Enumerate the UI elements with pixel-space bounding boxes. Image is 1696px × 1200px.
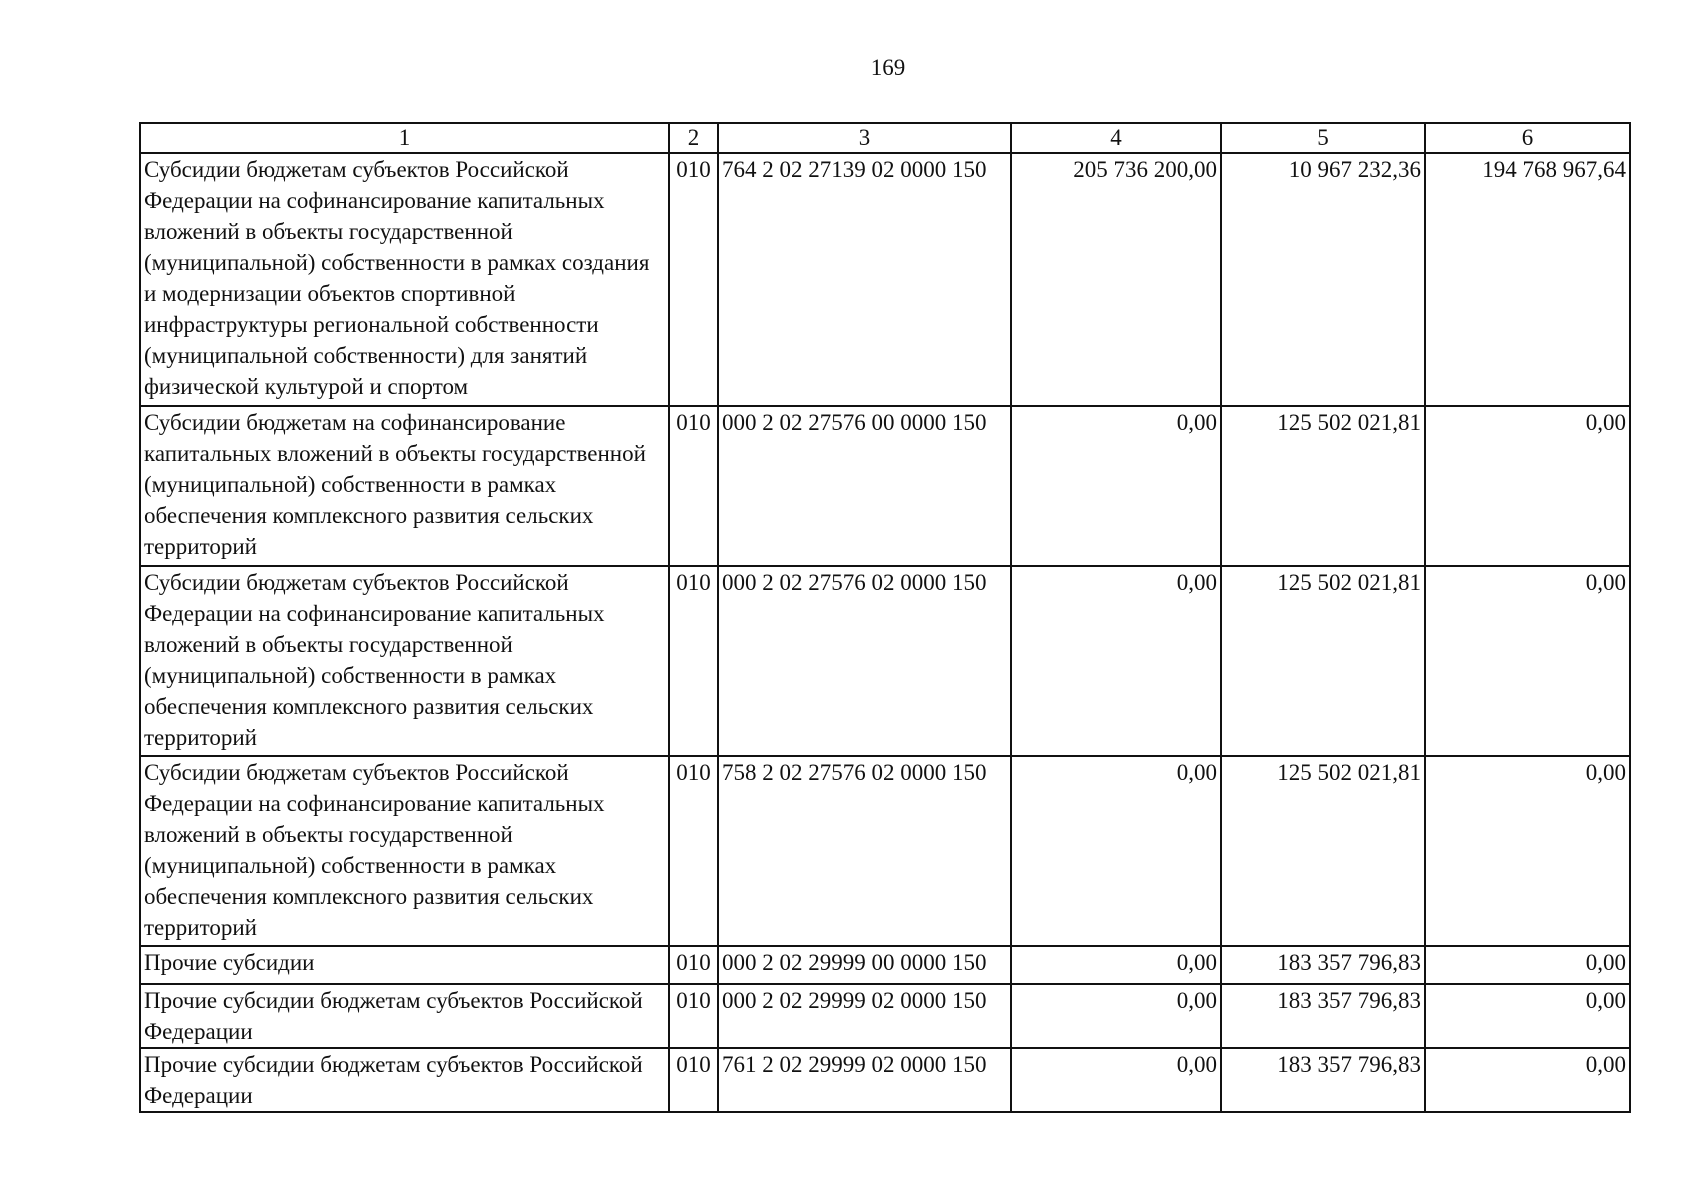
header-row bbox=[140, 123, 1630, 153]
page-number: 169 bbox=[870, 55, 906, 80]
row-description: Субсидии бюджетам субъектов Российской Федерации на софинансирование капитальных вложений в объекты государственной (муниципальной) собственности в рамках создания и модернизации объектов спортивной инфраструктуры региональной собственности (муниципальной собственности) для занятий физической культурой и спортом bbox=[140, 153, 669, 406]
row-amount-col5: 10 967 232,36 bbox=[1221, 153, 1425, 406]
row-amount-col5: 183 357 796,83 bbox=[1221, 946, 1425, 984]
row-description: Прочие субсидии бюджетам субъектов Российской Федерации bbox=[140, 984, 669, 1048]
row-budget-code: 000 2 02 29999 00 0000 150 bbox=[718, 946, 1011, 984]
row-amount-col6: 0,00 bbox=[1425, 566, 1630, 756]
row-group-code: 010 bbox=[669, 946, 718, 984]
row-amount-col4: 0,00 bbox=[1011, 756, 1221, 946]
table-row bbox=[140, 406, 1630, 566]
table-row bbox=[140, 1048, 1630, 1112]
table-row bbox=[140, 946, 1630, 984]
row-budget-code: 758 2 02 27576 02 0000 150 bbox=[718, 756, 1011, 946]
row-group-code: 010 bbox=[669, 1048, 718, 1112]
row-budget-code: 761 2 02 29999 02 0000 150 bbox=[718, 1048, 1011, 1112]
row-amount-col6: 194 768 967,64 bbox=[1425, 153, 1630, 406]
row-amount-col5: 125 502 021,81 bbox=[1221, 566, 1425, 756]
row-amount-col4: 0,00 bbox=[1011, 406, 1221, 566]
budget-table bbox=[139, 122, 1631, 1113]
row-amount-col6: 0,00 bbox=[1425, 756, 1630, 946]
column-header-2: 2 bbox=[669, 123, 718, 153]
column-header-5: 5 bbox=[1221, 123, 1425, 153]
table-row bbox=[140, 984, 1630, 1048]
row-description: Субсидии бюджетам субъектов Российской Федерации на софинансирование капитальных вложений в объекты государственной (муниципальной) собственности в рамках обеспечения комплексного развития сельских территорий bbox=[140, 756, 669, 946]
row-description: Прочие субсидии bbox=[140, 946, 669, 984]
row-group-code: 010 bbox=[669, 153, 718, 406]
row-amount-col5: 125 502 021,81 bbox=[1221, 406, 1425, 566]
row-description: Прочие субсидии бюджетам субъектов Российской Федерации bbox=[140, 1048, 669, 1112]
row-amount-col4: 205 736 200,00 bbox=[1011, 153, 1221, 406]
table-row bbox=[140, 153, 1630, 406]
column-header-1: 1 bbox=[140, 123, 669, 153]
table-row bbox=[140, 566, 1630, 756]
row-amount-col4: 0,00 bbox=[1011, 946, 1221, 984]
column-header-3: 3 bbox=[718, 123, 1011, 153]
row-group-code: 010 bbox=[669, 566, 718, 756]
row-amount-col5: 183 357 796,83 bbox=[1221, 1048, 1425, 1112]
row-amount-col5: 183 357 796,83 bbox=[1221, 984, 1425, 1048]
column-header-6: 6 bbox=[1425, 123, 1630, 153]
row-group-code: 010 bbox=[669, 406, 718, 566]
row-amount-col4: 0,00 bbox=[1011, 1048, 1221, 1112]
row-description: Субсидии бюджетам на софинансирование капитальных вложений в объекты государственной (муниципальной) собственности в рамках обеспечения комплексного развития сельских территорий bbox=[140, 406, 669, 566]
table-row bbox=[140, 756, 1630, 946]
row-amount-col4: 0,00 bbox=[1011, 566, 1221, 756]
row-description: Субсидии бюджетам субъектов Российской Федерации на софинансирование капитальных вложений в объекты государственной (муниципальной) собственности в рамках обеспечения комплексного развития сельских территорий bbox=[140, 566, 669, 756]
row-amount-col6: 0,00 bbox=[1425, 1048, 1630, 1112]
row-budget-code: 000 2 02 29999 02 0000 150 bbox=[718, 984, 1011, 1048]
column-header-4: 4 bbox=[1011, 123, 1221, 153]
row-amount-col5: 125 502 021,81 bbox=[1221, 756, 1425, 946]
row-budget-code: 764 2 02 27139 02 0000 150 bbox=[718, 153, 1011, 406]
row-amount-col4: 0,00 bbox=[1011, 984, 1221, 1048]
row-group-code: 010 bbox=[669, 756, 718, 946]
row-amount-col6: 0,00 bbox=[1425, 946, 1630, 984]
row-amount-col6: 0,00 bbox=[1425, 984, 1630, 1048]
row-group-code: 010 bbox=[669, 984, 718, 1048]
row-budget-code: 000 2 02 27576 02 0000 150 bbox=[718, 566, 1011, 756]
row-amount-col6: 0,00 bbox=[1425, 406, 1630, 566]
row-budget-code: 000 2 02 27576 00 0000 150 bbox=[718, 406, 1011, 566]
